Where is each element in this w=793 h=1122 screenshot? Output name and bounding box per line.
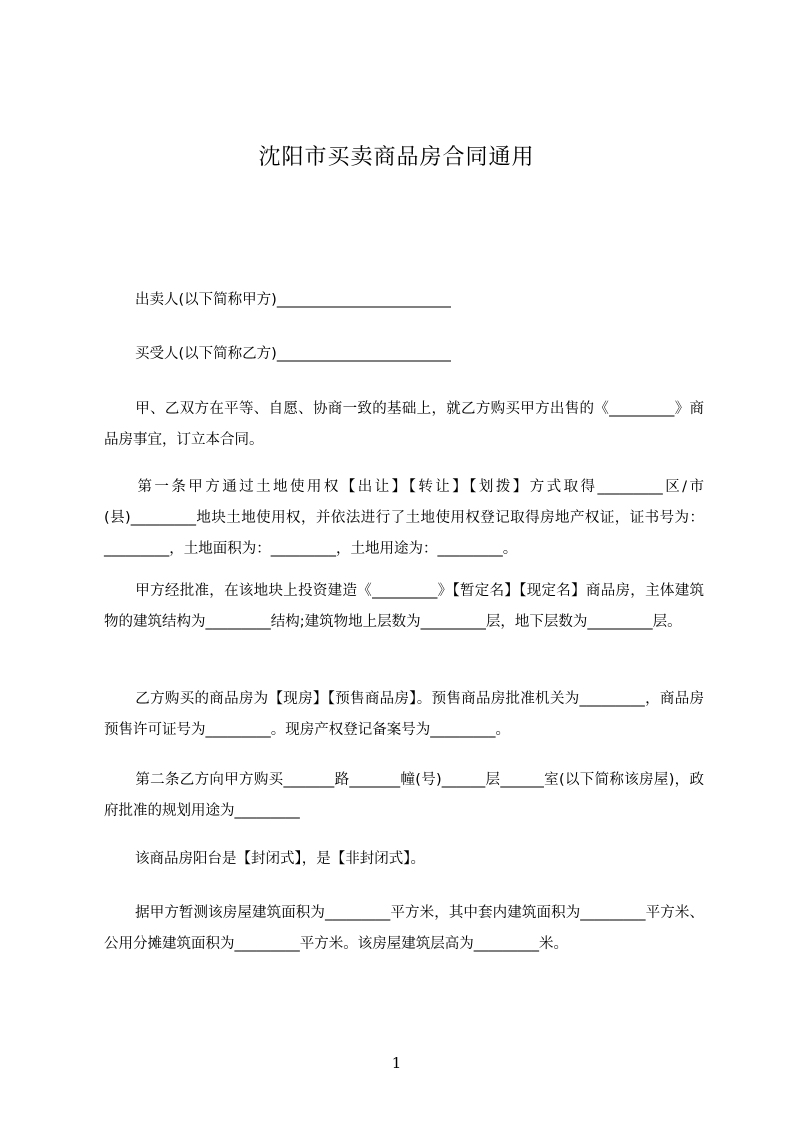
paragraph-house-type [104,684,704,746]
paragraph-text: 甲方经批准，在该地块上投资建造《_________》【暂定名】【现定名】商品房，主体建筑物的建筑结构为_________结构;建筑物地上层数为_________层，地下层数为_________层。 [104,583,704,630]
paragraph-text: 第二条乙方向甲方购买_______路_______幢(号)______层______室(以下简称该房屋)，政府批准的规划用途为_________ [104,772,704,819]
page-number: 1 [391,1054,402,1072]
paragraph-text: 该商品房阳台是【封闭式】，是【非封闭式】。 [135,851,425,867]
paragraph-text: 甲、乙双方在平等、自愿、协商一致的基础上，就乙方购买甲方出售的《_________》商品房事宜，订立本合同。 [104,401,704,448]
paragraph-article-1 [104,472,704,565]
paragraph-text: 出卖人(以下简称甲方)________________________ [135,292,451,308]
paragraph-balcony [104,844,704,875]
paragraph-text: 乙方购买的商品房为【现房】【预售商品房】。预售商品房批准机关为_________，商品房预售许可证号为_________。现房产权登记备案号为_________。 [104,691,704,738]
document-title: 沈阳市买卖商品房合同通用 [258,145,535,170]
paragraph-construction [104,576,704,638]
paragraph-buyer [104,339,704,370]
paragraph-seller [104,285,704,316]
paragraph-preamble [104,394,704,456]
paragraph-text: 据甲方暂测该房屋建筑面积为_________平方米，其中套内建筑面积为_________平方米、公用分摊建筑面积为_________平方米。该房屋建筑层高为_________米。 [104,905,704,952]
paragraph-text: 第一条甲方通过土地使用权【出让】【转让】【划拨】方式取得_________区/市(县)_________地块土地使用权，并依法进行了土地使用权登记取得房地产权证，证书号为：_________，土地面积为：_________，土地用途为：_________。 [104,479,704,557]
paragraph-article-2 [104,765,704,827]
paragraph-area [104,898,704,960]
paragraph-text: 买受人(以下简称乙方)________________________ [135,346,451,362]
